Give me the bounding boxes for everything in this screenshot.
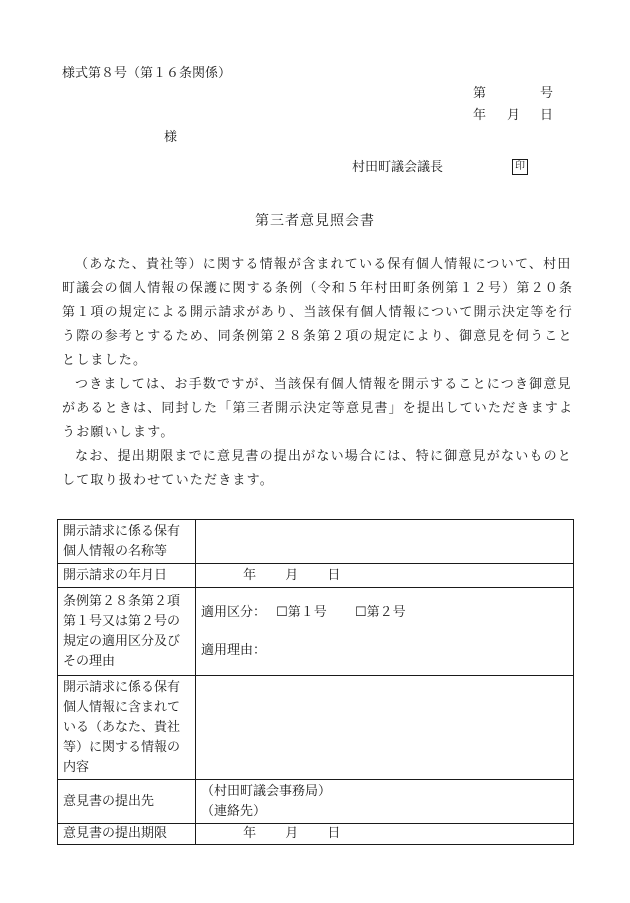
row-label-info-content: 開示請求に係る保有個人情報に含まれている（あなた、貴社等）に関する情報の内容 [58,676,196,780]
table-row [58,588,574,676]
category-label: 適用区分： [201,604,267,620]
request-date-month: 月 [285,567,299,583]
row-label-destination: 意見書の提出先 [58,780,196,824]
paragraph-2 [62,373,574,445]
date-day: 日 [540,108,554,123]
paragraph-3 [62,445,574,493]
option-1-checkbox[interactable]: ☐第１号 [276,604,327,620]
row-label-category: 条例第２８条第２項第１号又は第２号の規定の適用区分及びその理由 [58,588,196,676]
deadline-month: 月 [285,826,299,841]
form-number: 様式第８号（第１６条関係） [62,66,232,81]
row-value-destination [196,780,574,824]
row-value-info-name[interactable] [196,520,574,564]
row-label-deadline: 意見書の提出期限 [58,824,196,845]
issuer-name: 村田町議会議長 [352,160,444,175]
row-value-category [196,588,574,676]
date-year: 年 [473,108,487,123]
reason-label: 適用理由： [201,642,267,658]
table-row [58,676,574,780]
paragraph-1 [62,253,574,373]
deadline-year: 年 [243,826,257,841]
document-title: 第三者意見照会書 [255,213,375,229]
table-row [58,780,574,824]
destination-office: （村田町議会事務局） [201,783,332,799]
request-date-year: 年 [243,567,257,583]
paragraph-3-text: なお、提出期限までに意見書の提出がない場合には、特に御意見がないものとして取り扱わせていただきます。 [62,449,573,488]
date-month: 月 [507,108,521,123]
row-value-info-content[interactable] [196,676,574,780]
request-date-day: 日 [327,567,341,583]
form-table [57,519,574,845]
table-row [58,520,574,564]
table-row [58,564,574,588]
option-2-checkbox[interactable]: ☐第２号 [354,604,406,620]
seal-mark: 印 [512,159,528,175]
addressee-suffix: 様 [164,130,178,145]
destination-contact: （連絡先） [201,803,267,819]
row-value-request-date[interactable] [196,564,574,588]
paragraph-1-text: （あなた、貴社等）に関する情報が含まれている保有個人情報について、村田町議会の個人情報の保護に関する条例（令和５年村田町条例第１２号）第２０条第１項の規定による開示請求があり、当該保有個人情報について開示決定等を行う際の参考とするため、同条例第２８条第２項の規定により、御意見を伺うこととしました。 [62,257,574,368]
table-row [58,824,574,845]
deadline-day: 日 [327,826,341,841]
doc-number-suffix: 号 [540,86,554,101]
row-label-request-date: 開示請求の年月日 [58,564,196,588]
doc-number-prefix: 第 [473,86,487,101]
paragraph-2-text: つきましては、お手数ですが、当該保有個人情報を開示することにつき御意見があるときは、同封した「第三者開示決定等意見書」を提出していただきますようお願いします。 [62,377,574,440]
row-label-info-name: 開示請求に係る保有個人情報の名称等 [58,520,196,564]
row-value-deadline[interactable] [196,824,574,845]
